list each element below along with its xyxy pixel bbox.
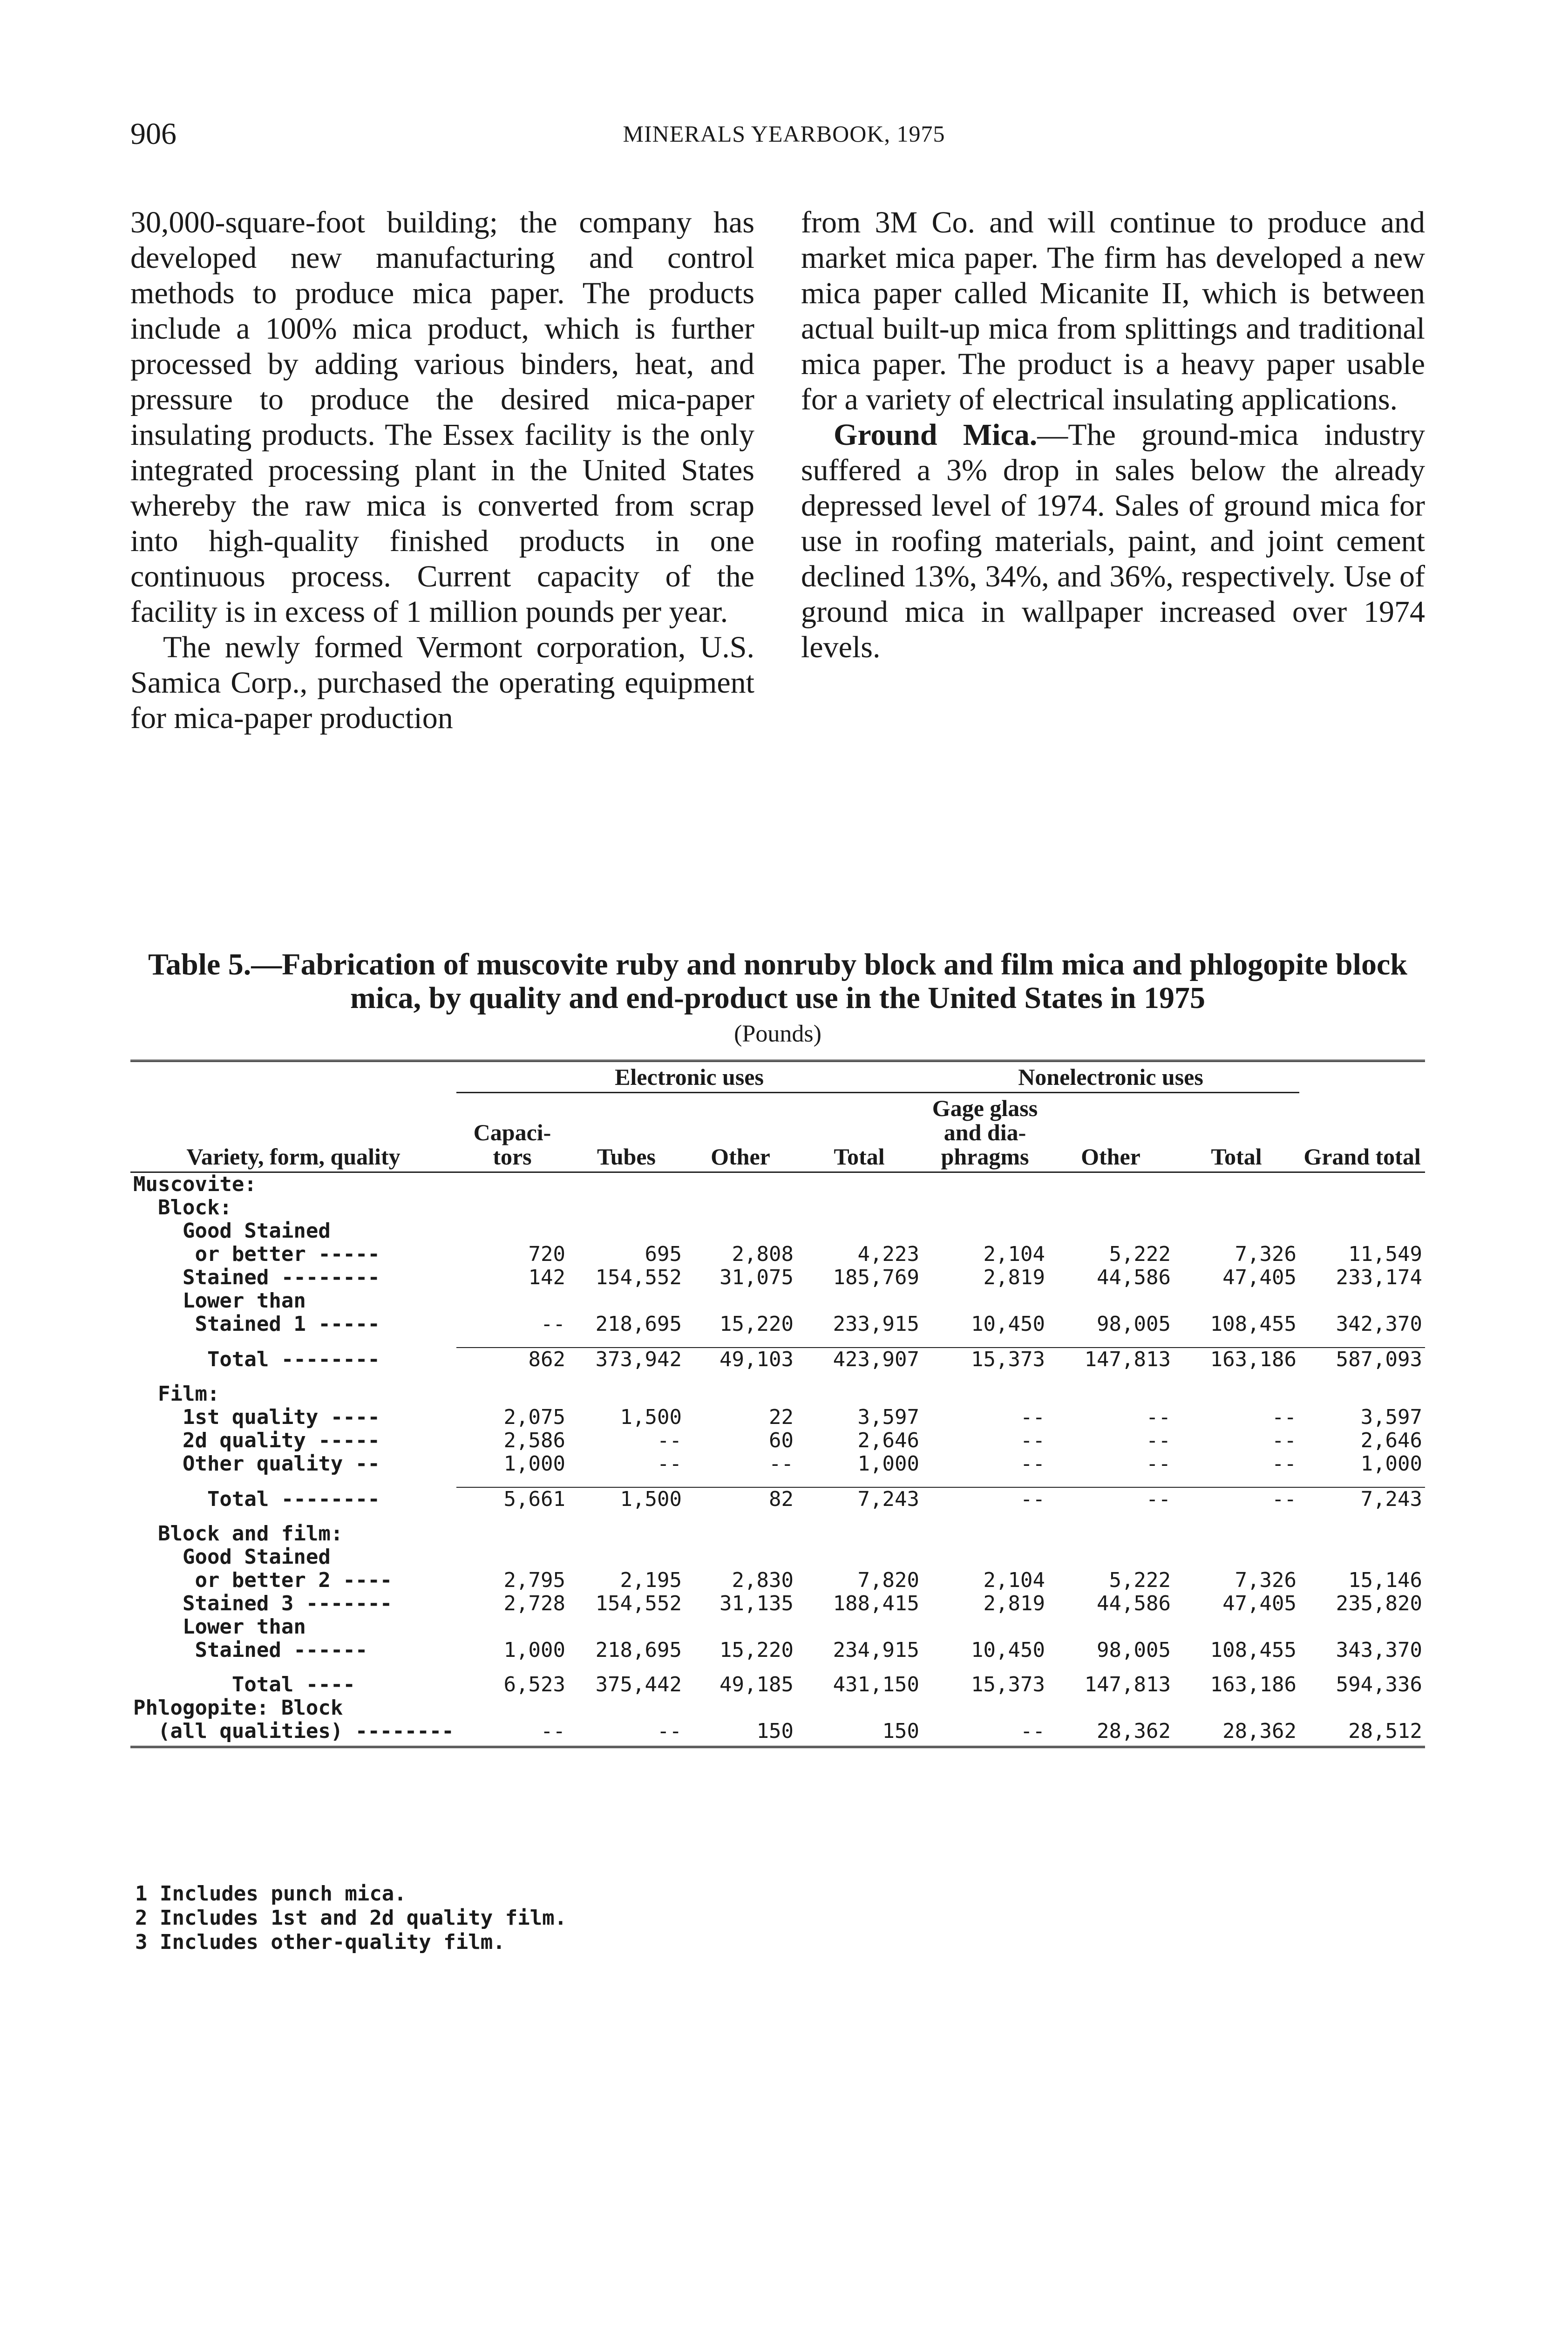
table-cell: 147,813 <box>1048 1348 1174 1371</box>
table-cell: -- <box>922 1720 1048 1747</box>
table-cell <box>685 1522 796 1546</box>
table-cell <box>456 1696 568 1720</box>
spacer-cell <box>130 1371 1425 1382</box>
spacer-cell <box>130 1662 1425 1673</box>
table-cell: 1,000 <box>503 1452 565 1476</box>
table-cell <box>1048 1289 1174 1313</box>
table-cell <box>685 1289 796 1313</box>
table-cell <box>568 1219 685 1243</box>
row-label: Total -------- <box>133 1348 380 1371</box>
table-row <box>130 1429 1425 1452</box>
table-cell: 49,103 <box>685 1348 796 1371</box>
table-cell: 720 <box>528 1242 565 1266</box>
table-cell: 7,820 <box>857 1568 919 1592</box>
table-cell: -- <box>657 1452 682 1476</box>
table-cell: 98,005 <box>1097 1312 1171 1336</box>
table-cell <box>1048 1196 1174 1219</box>
table-cell: 147,813 <box>1084 1673 1171 1696</box>
body-paragraph: 30,000-square-foot building; the company has developed new manufacturing and control methods to produce mica paper. The products include a 100% mica product, which is further processed by adding various binders, heat, and pressure to produce the desired mica-paper insulating products. The Essex facility is the only integrated processing plant in the United States whereby the raw mica is converted from scrap into high-quality finished products in one continuous process. Current capacity of the facility is in excess of 1 million pounds per year. <box>130 205 754 629</box>
table-cell: 10,450 <box>971 1312 1045 1336</box>
table-row <box>130 1487 1425 1511</box>
table-cell <box>922 1382 1048 1406</box>
total-nonelectronic-header: Total <box>1174 1093 1299 1172</box>
row-label: Total -------- <box>133 1487 380 1511</box>
table-row <box>130 1452 1425 1476</box>
row-label: Total ---- <box>133 1673 355 1696</box>
table-cell <box>1174 1196 1299 1219</box>
row-label: Block and film: <box>133 1522 343 1546</box>
table-cell <box>1048 1615 1174 1639</box>
table-cell: -- <box>1146 1452 1171 1476</box>
table-cell <box>1299 1696 1425 1720</box>
table-cell <box>568 1546 685 1569</box>
row-label: or better 2 ---- <box>133 1568 393 1592</box>
table-cell <box>456 1289 568 1313</box>
runin-text: —The ground-mica industry suffered a 3% drop in sales below the already depressed level of 1974. Sales of ground mica for use in roofing materials, paint, and joint cement declined 13%, 34%, and 36%, respectively. Use of ground mica in wallpaper increased over 1974 levels. <box>801 418 1425 664</box>
table-cell <box>685 1219 796 1243</box>
running-head <box>130 116 1438 158</box>
table-cell: 7,326 <box>1235 1568 1297 1592</box>
table-cell: 5,661 <box>456 1487 568 1511</box>
body-paragraph: from 3M Co. and will continue to produce and market mica paper. The firm has developed a new mica paper called Micanite II, which is between actual built-up mica from splittings and traditional mica paper. The product is a heavy paper usable for a variety of electrical insulating applications. <box>801 205 1425 416</box>
table-cell: 233,915 <box>833 1312 919 1336</box>
table-cell: 233,174 <box>1336 1266 1423 1289</box>
table-cell <box>1048 1219 1174 1243</box>
table-cell <box>685 1546 796 1569</box>
row-label: Block: <box>133 1196 232 1219</box>
table-cell: 2,808 <box>732 1242 794 1266</box>
table-cell <box>1048 1172 1174 1197</box>
table-cell <box>1174 1615 1299 1639</box>
table-cell <box>456 1546 568 1569</box>
corner-cell <box>130 1061 456 1093</box>
table-cell: -- <box>1174 1487 1299 1511</box>
table-row <box>130 1382 1425 1406</box>
table-cell <box>568 1696 685 1720</box>
table-cell <box>922 1615 1048 1639</box>
table-row <box>130 1406 1425 1429</box>
footnote: 2 Includes 1st and 2d quality film. <box>135 1906 567 1930</box>
table-cell <box>568 1289 685 1313</box>
table-cell <box>922 1196 1048 1219</box>
table-cell <box>685 1382 796 1406</box>
variety-header: Variety, form, quality <box>130 1093 456 1172</box>
table-cell: 2,795 <box>503 1568 565 1592</box>
table-cell: 1,000 <box>1360 1452 1423 1476</box>
table-cell: 375,442 <box>595 1673 682 1696</box>
table-cell <box>1174 1382 1299 1406</box>
column-header-row <box>130 1093 1425 1172</box>
table-cell <box>685 1615 796 1639</box>
table-cell: 28,362 <box>1048 1720 1174 1747</box>
spacer-cell <box>130 1511 1425 1522</box>
left-column <box>130 205 754 736</box>
row-label: Good Stained <box>133 1219 331 1243</box>
table-row <box>130 1615 1425 1639</box>
table-cell: 2,728 <box>503 1592 565 1615</box>
table-cell <box>1174 1219 1299 1243</box>
table-cell <box>568 1382 685 1406</box>
row-label: Stained 1 ----- <box>133 1312 380 1336</box>
table-cell: 15,373 <box>922 1348 1048 1371</box>
footnotes <box>135 1882 567 1954</box>
table-cell <box>568 1615 685 1639</box>
table-cell: 154,552 <box>595 1592 682 1615</box>
table-cell <box>1299 1289 1425 1313</box>
table-row <box>130 1696 1425 1720</box>
table-cell <box>456 1219 568 1243</box>
table-cell: 5,222 <box>1109 1568 1171 1592</box>
table-cell: 2,195 <box>620 1568 682 1592</box>
table-cell <box>1174 1522 1299 1546</box>
table-cell <box>456 1615 568 1639</box>
spacer-row <box>130 1662 1425 1673</box>
row-label: Film: <box>133 1382 220 1406</box>
table-cell <box>1299 1546 1425 1569</box>
running-title: MINERALS YEARBOOK, 1975 <box>623 121 945 147</box>
table-cell <box>922 1172 1048 1197</box>
nonelectronic-uses-header: Nonelectronic uses <box>922 1061 1299 1093</box>
table-cell: 11,549 <box>1348 1242 1423 1266</box>
table-cell: -- <box>541 1312 565 1336</box>
table-cell: 3,597 <box>857 1405 919 1429</box>
table-row <box>130 1266 1425 1289</box>
table-cell: 2,819 <box>983 1592 1045 1615</box>
table-cell: 28,512 <box>1299 1720 1425 1747</box>
table-cell: 342,370 <box>1336 1312 1423 1336</box>
footnote: 1 Includes punch mica. <box>135 1882 407 1906</box>
table-cell: 7,326 <box>1235 1242 1297 1266</box>
group-header-row <box>130 1061 1425 1093</box>
table-cell <box>1174 1546 1299 1569</box>
table-row <box>130 1673 1425 1696</box>
table-cell: 587,093 <box>1299 1348 1425 1371</box>
table-body <box>130 1172 1425 1747</box>
table-cell: 373,942 <box>568 1348 685 1371</box>
table-cell: 163,186 <box>1210 1673 1297 1696</box>
row-label: Stained -------- <box>133 1266 380 1289</box>
table-cell: 185,769 <box>833 1266 919 1289</box>
row-label: Stained 3 ------- <box>133 1592 393 1615</box>
table-cell <box>456 1382 568 1406</box>
table-cell <box>922 1219 1048 1243</box>
table-cell <box>796 1522 922 1546</box>
table-cell: 2,819 <box>983 1266 1045 1289</box>
table-cell <box>1048 1522 1174 1546</box>
table-cell: -- <box>568 1720 685 1747</box>
runin-heading: Ground Mica. <box>834 418 1038 452</box>
table-cell: -- <box>1020 1452 1045 1476</box>
table-cell <box>685 1172 796 1197</box>
row-label: Lower than <box>133 1615 306 1639</box>
table-cell: 1,500 <box>568 1487 685 1511</box>
table-cell <box>796 1696 922 1720</box>
mica-fabrication-table <box>130 1060 1425 1748</box>
spacer-row <box>130 1511 1425 1522</box>
table-cell: 594,336 <box>1336 1673 1423 1696</box>
table-cell: 31,135 <box>720 1592 794 1615</box>
spacer-row <box>130 1371 1425 1382</box>
gage-glass-header: Gage glass and dia- phragms <box>922 1093 1048 1172</box>
table-cell: 98,005 <box>1097 1638 1171 1662</box>
table-cell: -- <box>1272 1452 1297 1476</box>
table-cell <box>1299 1196 1425 1219</box>
row-label: (all qualities) -------- <box>130 1720 456 1747</box>
row-label: Lower than <box>133 1289 306 1313</box>
table-cell: -- <box>657 1429 682 1452</box>
table-cell: 423,907 <box>796 1348 922 1371</box>
table-cell: 108,455 <box>1210 1312 1297 1336</box>
table-cell: 142 <box>528 1266 565 1289</box>
table-cell: 7,243 <box>796 1487 922 1511</box>
table-cell: 218,695 <box>595 1638 682 1662</box>
table-cell <box>796 1219 922 1243</box>
table-cell: 7,243 <box>1299 1487 1425 1511</box>
table-cell: -- <box>1146 1429 1171 1452</box>
table-cell: 15,373 <box>971 1673 1045 1696</box>
tubes-header: Tubes <box>568 1093 685 1172</box>
table-cell <box>1174 1696 1299 1720</box>
row-label: Stained ------ <box>133 1638 368 1662</box>
table-cell: -- <box>1020 1405 1045 1429</box>
table-cell: 343,370 <box>1336 1638 1423 1662</box>
row-label: Phlogopite: Block <box>133 1696 343 1720</box>
table-cell: 47,405 <box>1222 1266 1297 1289</box>
row-label: or better ----- <box>133 1242 380 1266</box>
table-cell <box>922 1696 1048 1720</box>
table-cell: 235,820 <box>1336 1592 1423 1615</box>
table-cell: 5,222 <box>1109 1242 1171 1266</box>
electronic-uses-header: Electronic uses <box>456 1061 922 1093</box>
table-cell: 15,220 <box>720 1312 794 1336</box>
table-cell: 218,695 <box>595 1312 682 1336</box>
table-cell: 2,830 <box>732 1568 794 1592</box>
spacer-cell <box>130 1336 1425 1348</box>
table-cell: 44,586 <box>1097 1592 1171 1615</box>
grand-total-header: Grand total <box>1299 1093 1425 1172</box>
table-row <box>130 1172 1425 1197</box>
table-row <box>130 1243 1425 1266</box>
row-label: 2d quality ----- <box>133 1429 380 1452</box>
table-cell: 4,223 <box>857 1242 919 1266</box>
table-cell: 60 <box>769 1429 794 1452</box>
row-label: Muscovite: <box>133 1172 257 1196</box>
table-cell <box>456 1196 568 1219</box>
table-row <box>130 1546 1425 1569</box>
table-cell: 2,075 <box>503 1405 565 1429</box>
table-cell: -- <box>1272 1405 1297 1429</box>
table-cell: 49,185 <box>720 1673 794 1696</box>
table-cell: -- <box>1020 1429 1045 1452</box>
table-cell: 3,597 <box>1360 1405 1423 1429</box>
table-cell: 10,450 <box>971 1638 1045 1662</box>
table-cell: 150 <box>685 1720 796 1747</box>
table-cell <box>796 1196 922 1219</box>
table-cell: 2,586 <box>503 1429 565 1452</box>
table-cell: 2,104 <box>983 1242 1045 1266</box>
table-cell <box>1174 1289 1299 1313</box>
table-cell: -- <box>1272 1429 1297 1452</box>
spacer-row <box>130 1476 1425 1487</box>
table-cell <box>1299 1382 1425 1406</box>
table-row <box>130 1592 1425 1615</box>
table-cell <box>1174 1172 1299 1197</box>
table-cell <box>1299 1219 1425 1243</box>
table-cell <box>568 1522 685 1546</box>
table-cell: 2,104 <box>983 1568 1045 1592</box>
table-cell <box>796 1172 922 1197</box>
table-row <box>130 1522 1425 1546</box>
table-cell <box>796 1546 922 1569</box>
table-cell <box>796 1615 922 1639</box>
table-cell: 44,586 <box>1097 1266 1171 1289</box>
table-cell <box>456 1522 568 1546</box>
table-cell <box>1048 1546 1174 1569</box>
table-cell: 47,405 <box>1222 1592 1297 1615</box>
page-number: 906 <box>130 117 176 151</box>
right-column <box>801 205 1425 665</box>
table-cell <box>922 1546 1048 1569</box>
table-cell: 154,552 <box>595 1266 682 1289</box>
table-cell: 82 <box>685 1487 796 1511</box>
table-cell: 6,523 <box>503 1673 565 1696</box>
table-cell: 150 <box>796 1720 922 1747</box>
table-cell: 1,500 <box>620 1405 682 1429</box>
table-cell <box>1048 1696 1174 1720</box>
table-cell <box>1299 1172 1425 1197</box>
other-nonelectronic-header: Other <box>1048 1093 1174 1172</box>
table-cell: 108,455 <box>1210 1638 1297 1662</box>
body-paragraph <box>801 417 1425 665</box>
table-cell <box>568 1172 685 1197</box>
table-cell <box>796 1382 922 1406</box>
footnote: 3 Includes other-quality film. <box>135 1930 505 1954</box>
row-label: 1st quality ---- <box>133 1405 380 1429</box>
table-cell: 28,362 <box>1174 1720 1299 1747</box>
table-cell: 163,186 <box>1174 1348 1299 1371</box>
table-cell: 15,220 <box>720 1638 794 1662</box>
table-row <box>130 1289 1425 1313</box>
table-cell: 2,646 <box>1360 1429 1423 1452</box>
spacer-cell <box>130 1476 1425 1487</box>
capacitors-header: Capaci- tors <box>456 1093 568 1172</box>
row-label: Good Stained <box>133 1545 331 1569</box>
table-cell <box>456 1172 568 1197</box>
table-cell: -- <box>769 1452 794 1476</box>
table-cell: -- <box>1146 1405 1171 1429</box>
table-cell: 31,075 <box>720 1266 794 1289</box>
table-cell: 862 <box>456 1348 568 1371</box>
table-cell: 1,000 <box>857 1452 919 1476</box>
table-cell <box>685 1196 796 1219</box>
table-unit: (Pounds) <box>734 1021 821 1047</box>
table-row <box>130 1720 1425 1747</box>
table-cell: 1,000 <box>503 1638 565 1662</box>
other-electronic-header: Other <box>685 1093 796 1172</box>
table-cell <box>1048 1382 1174 1406</box>
total-electronic-header: Total <box>796 1093 922 1172</box>
table-row <box>130 1639 1425 1662</box>
table-row <box>130 1569 1425 1592</box>
grand-total-spacer <box>1299 1061 1425 1093</box>
table-cell: 695 <box>645 1242 682 1266</box>
table-cell: 431,150 <box>833 1673 919 1696</box>
spacer-row <box>130 1336 1425 1348</box>
table-cell <box>568 1196 685 1219</box>
table-cell: -- <box>922 1487 1048 1511</box>
table-row <box>130 1313 1425 1336</box>
table-cell: 188,415 <box>833 1592 919 1615</box>
table-cell: 2,646 <box>857 1429 919 1452</box>
table-row <box>130 1348 1425 1371</box>
table-cell: 15,146 <box>1348 1568 1423 1592</box>
table-cell: 22 <box>769 1405 794 1429</box>
table-cell <box>1299 1615 1425 1639</box>
row-label: Other quality -- <box>133 1452 380 1476</box>
table-cell <box>1299 1522 1425 1546</box>
table-title: Table 5.—Fabrication of muscovite ruby and nonruby block and film mica and phlogopite block mica, by quality and end-product use in the United States in 1975 <box>148 947 1407 1015</box>
table-cell: -- <box>1048 1487 1174 1511</box>
table-cell <box>685 1696 796 1720</box>
table-cell: -- <box>456 1720 568 1747</box>
body-paragraph: The newly formed Vermont corporation, U.S. Samica Corp., purchased the operating equipment for mica-paper production <box>130 630 754 735</box>
table-cell <box>796 1289 922 1313</box>
table-cell <box>922 1522 1048 1546</box>
table-cell <box>922 1289 1048 1313</box>
table-row <box>130 1219 1425 1243</box>
table-row <box>130 1196 1425 1219</box>
table-cell: 234,915 <box>833 1638 919 1662</box>
